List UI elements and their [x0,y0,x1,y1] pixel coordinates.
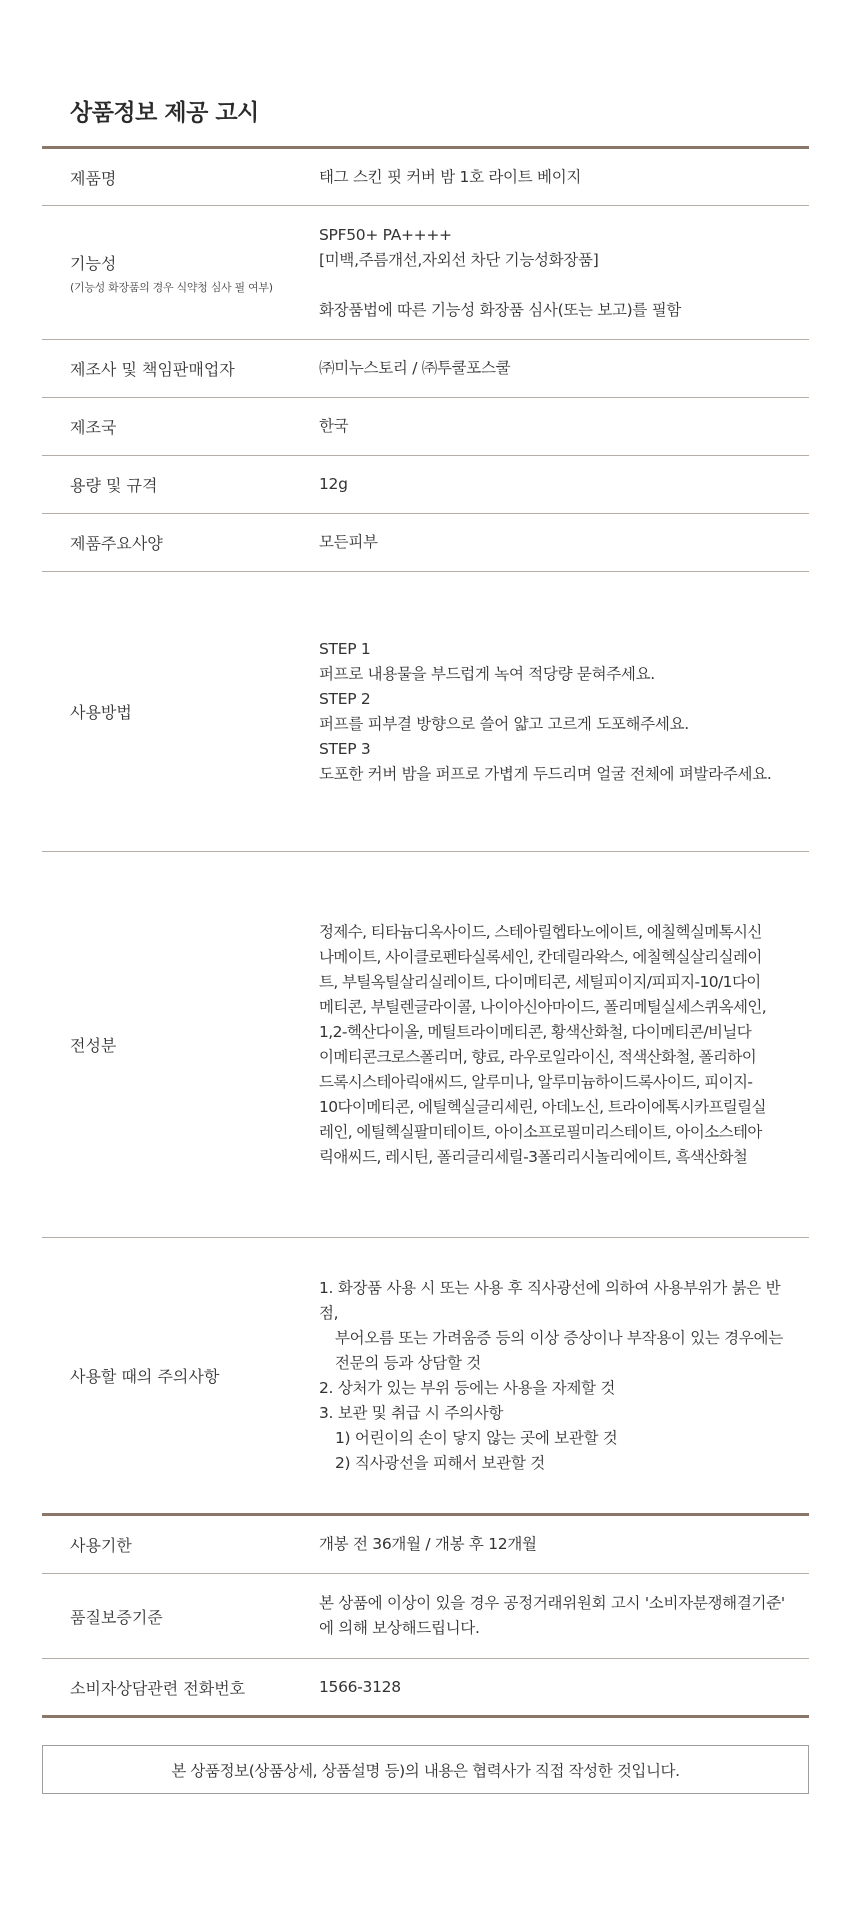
row-ingredients [42,852,809,1237]
caution-item-continued: 부어오름 또는 가려움증 등의 이상 증상이나 부작용이 있는 경우에는 [335,1328,783,1347]
row-value: 태그 스킨 핏 커버 밤 1호 라이트 베이지 [319,167,582,186]
row-value [319,572,797,851]
row-label: 사용방법 [70,703,132,722]
row-value: ㈜미누스토리 / ㈜투쿨포스쿨 [319,359,511,377]
row-phone [42,1659,809,1715]
row-label: 사용할 때의 주의사항 [70,1367,220,1386]
row-label: 사용기한 [70,1536,132,1555]
row-expiry [42,1516,809,1573]
caution-item: 3. 보관 및 취급 시 주의사항 [319,1403,504,1422]
warranty-text: 에 의해 보상해드립니다. [319,1619,480,1637]
row-value: 개봉 전 36개월 / 개봉 후 12개월 [319,1535,537,1553]
row-capacity [42,456,809,513]
usage-step-title: STEP 2 [319,689,371,708]
row-value [319,1238,797,1513]
ingredients-line: 정제수, 티타늄디옥사이드, 스테아릴헵타노에이트, 에칠헥실메톡시신 [319,922,762,941]
caution-item: 1. 화장품 사용 시 또는 사용 후 직사광선에 의하여 사용부위가 붉은 반점, [319,1278,781,1322]
ingredients-line: 릭애씨드, 레시틴, 폴리글리세릴-3폴리리시놀리에이트, 흑색산화철 [319,1147,748,1166]
row-label [70,206,273,339]
row-label: 제품명 [70,168,117,188]
caution-item-continued: 전문의 등과 상담할 것 [335,1353,481,1372]
function-types: [미백,주름개선,자외선 차단 기능성화장품] [319,250,599,269]
row-label-note: (기능성 화장품의 경우 식약청 심사 필 여부) [70,280,273,294]
row-value [319,1574,797,1658]
caution-subitem: 2) 직사광선을 피해서 보관할 것 [335,1453,545,1472]
row-label: 제품주요사양 [70,534,163,553]
row-product-name [42,149,809,205]
caution-subitem: 1) 어린이의 손이 닿지 않는 곳에 보관할 것 [335,1428,618,1447]
row-value: 모든피부 [319,533,378,551]
row-manufacturer [42,340,809,397]
caution-item: 2. 상처가 있는 부위 등에는 사용을 자제할 것 [319,1378,616,1397]
ingredients-line: 메티콘, 부틸렌글라이콜, 나이아신아마이드, 폴리메틸실세스퀴옥세인, [319,997,767,1016]
function-certification: 화장품법에 따른 기능성 화장품 심사(또는 보고)를 필함 [319,300,682,319]
row-value: 12g [319,475,348,493]
usage-step-text: 퍼프로 내용물을 부드럽게 녹여 적당량 묻혀주세요. [319,664,655,683]
row-label: 제조국 [70,418,117,437]
row-country [42,398,809,455]
row-label: 품질보증기준 [70,1607,163,1627]
usage-step-title: STEP 3 [319,739,371,758]
page-title: 상품정보 제공 고시 [70,100,259,126]
spf-text: SPF50+ PA++++ [319,225,452,244]
ingredients-line: 레인, 에틸헥실팔미테이트, 아이소프로필미리스테이트, 아이소스테아 [319,1122,762,1141]
ingredients-line: 트, 부틸옥틸살리실레이트, 다이메티콘, 세틸피이지/피피지-10/1다이 [319,972,761,991]
warranty-text: 본 상품에 이상이 있을 경우 공정거래위원회 고시 '소비자분쟁해결기준' [319,1594,785,1612]
row-value: 1566-3128 [319,1677,401,1696]
row-label: 전성분 [70,1036,117,1055]
row-usage [42,572,809,851]
ingredients-line: 이메티콘크로스폴리머, 향료, 라우로일라이신, 적색산화철, 폴리하이 [319,1047,757,1066]
row-label: 용량 및 규격 [70,476,158,495]
row-caution [42,1238,809,1513]
row-value [319,206,797,339]
usage-step-title: STEP 1 [319,639,371,658]
row-label: 제조사 및 책임판매업자 [70,360,235,379]
row-function [42,206,809,339]
ingredients-line: 드록시스테아릭애씨드, 알루미나, 알루미늄하이드록사이드, 피이지- [319,1072,753,1091]
ingredients-line: 10다이메티콘, 에틸헥실글리세린, 아데노신, 트라이에톡시카프릴릴실 [319,1097,766,1116]
ingredients-list [319,852,797,1237]
disclaimer-box: 본 상품정보(상품상세, 상품설명 등)의 내용은 협력사가 직접 작성한 것입니다. [42,1745,809,1794]
table-bottom-border [42,1715,809,1718]
row-label: 소비자상담관련 전화번호 [70,1678,246,1698]
usage-step-text: 도포한 커버 밤을 퍼프로 가볍게 두드리며 얼굴 전체에 펴발라주세요. [319,764,772,783]
ingredients-line: 1,2-헥산다이올, 메틸트라이메티콘, 황색산화철, 다이메티콘/비닐다 [319,1022,752,1041]
row-value: 한국 [319,417,349,435]
ingredients-line: 나메이트, 사이클로펜타실록세인, 칸데릴라왁스, 에칠헥실살리실레이 [319,947,762,966]
row-label-text: 기능성 [70,253,117,273]
row-warranty [42,1574,809,1658]
row-skin-type [42,514,809,571]
usage-step-text: 퍼프를 피부결 방향으로 쓸어 얇고 고르게 도포해주세요. [319,714,689,733]
